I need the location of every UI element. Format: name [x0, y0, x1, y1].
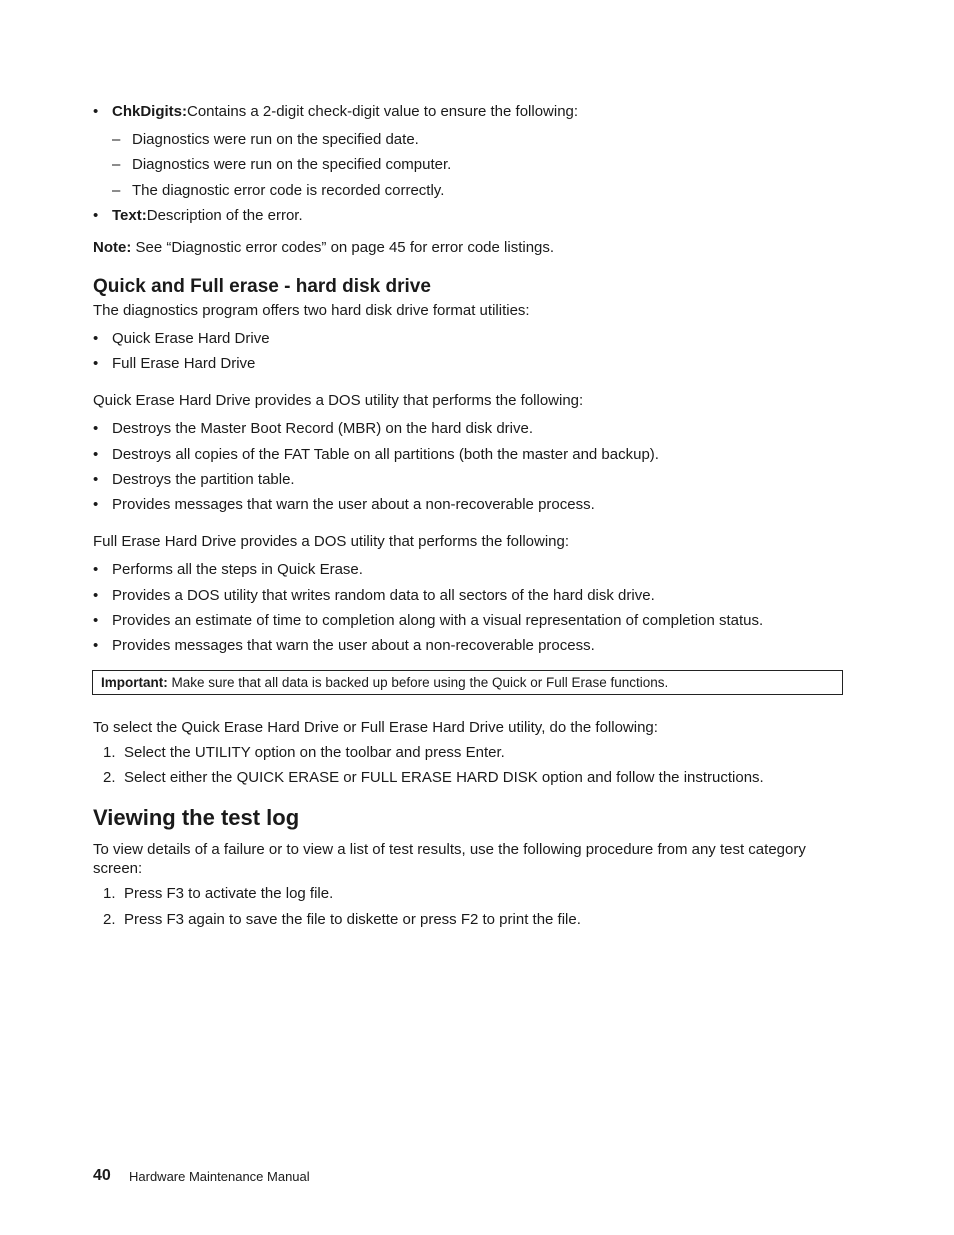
test-log-step: Press F3 to activate the log file.: [124, 885, 334, 902]
bullet-marker: •: [93, 446, 99, 463]
bullet-marker: •: [93, 103, 99, 120]
quick-erase-item: Provides messages that warn the user about a non-recoverable process.: [112, 496, 595, 513]
bullet-marker: •: [93, 561, 99, 578]
text-label: Text:: [112, 207, 147, 224]
utility-item: Full Erase Hard Drive: [112, 355, 256, 372]
bullet-marker: •: [93, 496, 99, 513]
section-heading-erase: Quick and Full erase - hard disk drive: [93, 276, 431, 297]
chkdigits-text: Contains a 2-digit check-digit value to ensure the following:: [187, 103, 579, 120]
erase-step: Select the UTILITY option on the toolbar and press Enter.: [124, 744, 505, 761]
bullet-marker: •: [93, 637, 99, 654]
chkdigits-label: ChkDigits:: [112, 103, 187, 120]
text-item: [112, 207, 303, 224]
bullet-marker: •: [93, 612, 99, 629]
bullet-marker: •: [93, 355, 99, 372]
test-log-intro-line2: screen:: [93, 860, 143, 877]
text-description: Description of the error.: [146, 207, 303, 224]
chkdigits-subitem: The diagnostic error code is recorded correctly.: [132, 182, 445, 199]
full-erase-item: Performs all the steps in Quick Erase.: [112, 561, 363, 578]
quick-erase-item: Destroys the partition table.: [112, 471, 295, 488]
quick-erase-item: Destroys the Master Boot Record (MBR) on the hard disk drive.: [112, 420, 533, 437]
chkdigits-subitem: Diagnostics were run on the specified computer.: [132, 156, 452, 173]
full-erase-item: Provides a DOS utility that writes random data to all sectors of the hard disk drive.: [112, 587, 655, 604]
note: [93, 239, 554, 256]
bullet-marker: •: [93, 471, 99, 488]
bullet-marker: •: [93, 207, 99, 224]
bullet-marker: •: [93, 330, 99, 347]
section-heading-test-log: Viewing the test log: [93, 805, 300, 830]
step-number: 2.: [103, 769, 116, 786]
test-log-intro-line1: To view details of a failure or to view a list of test results, use the following procedure from any test category: [93, 841, 806, 858]
quick-erase-item: Destroys all copies of the FAT Table on all partitions (both the master and backup).: [112, 446, 659, 463]
important-label: Important:: [101, 675, 168, 690]
chkdigits-subitem: Diagnostics were run on the specified date.: [132, 131, 419, 148]
dash-marker: –: [112, 182, 121, 199]
select-utility-intro: To select the Quick Erase Hard Drive or Full Erase Hard Drive utility, do the following:: [93, 719, 658, 736]
important-text: Make sure that all data is backed up before using the Quick or Full Erase functions.: [171, 675, 669, 690]
quick-erase-intro: Quick Erase Hard Drive provides a DOS utility that performs the following:: [93, 392, 584, 409]
note-label: Note:: [93, 239, 132, 256]
footer-title: Hardware Maintenance Manual: [129, 1169, 310, 1184]
important-notice: [92, 670, 843, 695]
full-erase-item: Provides an estimate of time to completion along with a visual representation of completion status.: [112, 612, 764, 629]
step-number: 1.: [103, 885, 116, 902]
erase-intro: The diagnostics program offers two hard disk drive format utilities:: [93, 302, 530, 319]
utility-item: Quick Erase Hard Drive: [112, 330, 270, 347]
dash-marker: –: [112, 131, 121, 148]
note-text: See “Diagnostic error codes” on page 45 for error code listings.: [135, 239, 555, 256]
dash-marker: –: [112, 156, 121, 173]
chkdigits-item: [112, 103, 578, 120]
erase-step: Select either the QUICK ERASE or FULL ERASE HARD DISK option and follow the instructions.: [124, 769, 764, 786]
page-number: 40: [93, 1167, 111, 1184]
full-erase-item: Provides messages that warn the user about a non-recoverable process.: [112, 637, 595, 654]
bullet-marker: •: [93, 587, 99, 604]
test-log-step: Press F3 again to save the file to diskette or press F2 to print the file.: [124, 911, 581, 928]
step-number: 2.: [103, 911, 116, 928]
step-number: 1.: [103, 744, 116, 761]
bullet-marker: •: [93, 420, 99, 437]
full-erase-intro: Full Erase Hard Drive provides a DOS utility that performs the following:: [93, 533, 570, 550]
